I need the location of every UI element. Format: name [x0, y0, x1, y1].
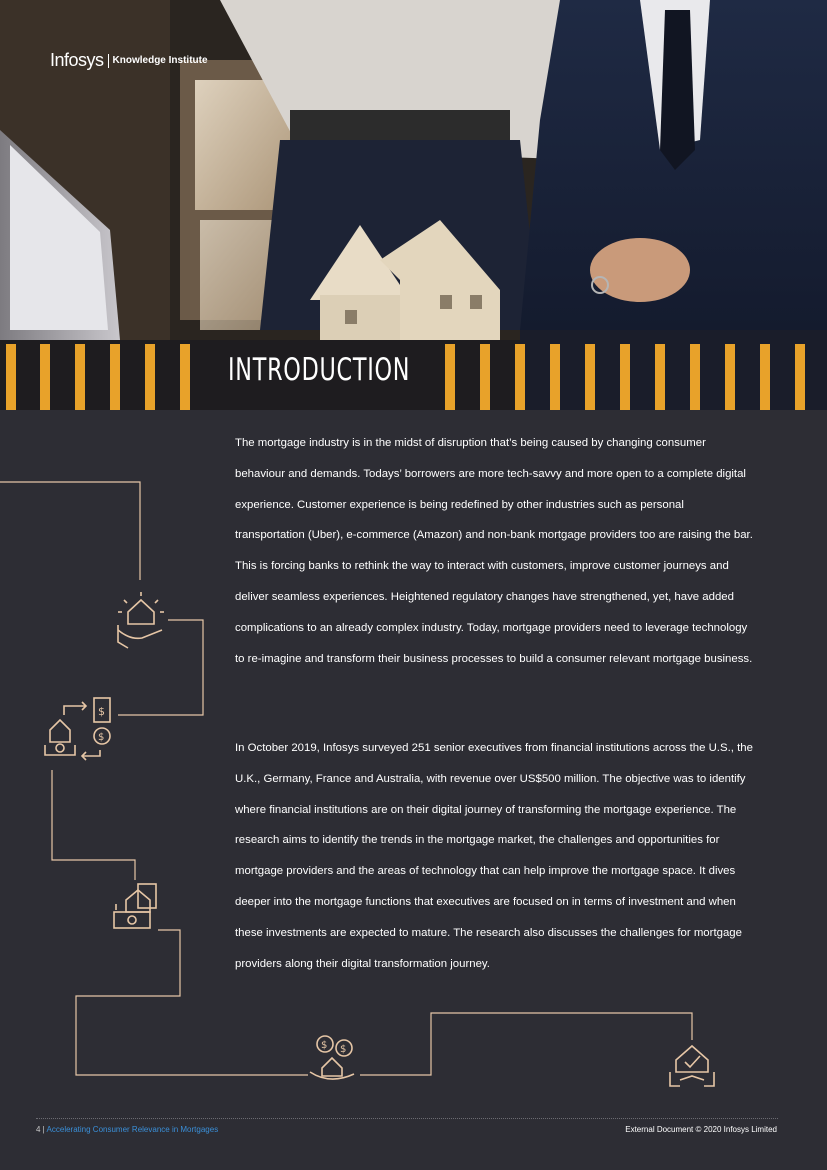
svg-text:$: $	[340, 1044, 347, 1055]
section-title: INTRODUCTION	[228, 352, 411, 388]
footer-copyright: External Document © 2020 Infosys Limited	[625, 1125, 777, 1134]
sub-brand: Knowledge Institute	[112, 55, 208, 66]
paragraph-text: In October 2019, Infosys surveyed 251 senior executives from financial institutions across the U.S., the U.K., Germany, France and Australia, with revenue over US$500 million. The objective was to identify where financial institutions are on their digital journey of transforming the mortgage experience. The research aims to identify the trends in the mortgage market, the challenges and opportunities for mortgage providers and the areas of technology that can help improve the mortgage space. It dives deeper into the mortgage functions that executives are focused on in terms of investment and when these investments are expected to mature. The research also discusses the challenges for mortgage providers along their digital transformation journey.	[235, 742, 753, 970]
house-cash-icon	[114, 884, 156, 928]
page-number: 4	[36, 1125, 41, 1134]
footer-left	[36, 1125, 218, 1134]
footer-divider	[36, 1118, 778, 1119]
svg-text:$: $	[98, 705, 105, 718]
footer-separator: |	[40, 1125, 47, 1134]
house-handshake-icon	[670, 1046, 714, 1086]
house-exchange-money-icon	[45, 698, 110, 760]
house-in-hand-icon	[118, 592, 164, 648]
document-title-link[interactable]: Accelerating Consumer Relevance in Mortgages	[46, 1125, 219, 1134]
paragraph-text: The mortgage industry is in the midst of disruption that’s being caused by changing consumer behaviour and demands. Todays’ borrowers are more tech-savvy and more open to a complete digital experience. Customer experience is being redefined by other industries such as personal transportation (Uber), e-commerce (Amazon) and non-bank mortgage providers too are raising the bar. This is forcing banks to rethink the way to interact with customers, improve customer journeys and deliver seamless experiences. Heightened regulatory changes have strengthened, yet, have added complications to an already complex industry. Today, mortgage providers need to leverage technology to re-imagine and transform their business processes to build a consumer relevant mortgage business.	[235, 437, 753, 665]
intro-paragraph-2	[235, 733, 755, 979]
brand-name: Infosys	[50, 50, 104, 70]
svg-text:$: $	[321, 1040, 328, 1051]
money-house-hand-icon	[310, 1036, 354, 1079]
intro-paragraph-1	[235, 428, 755, 674]
svg-text:$: $	[98, 732, 105, 743]
